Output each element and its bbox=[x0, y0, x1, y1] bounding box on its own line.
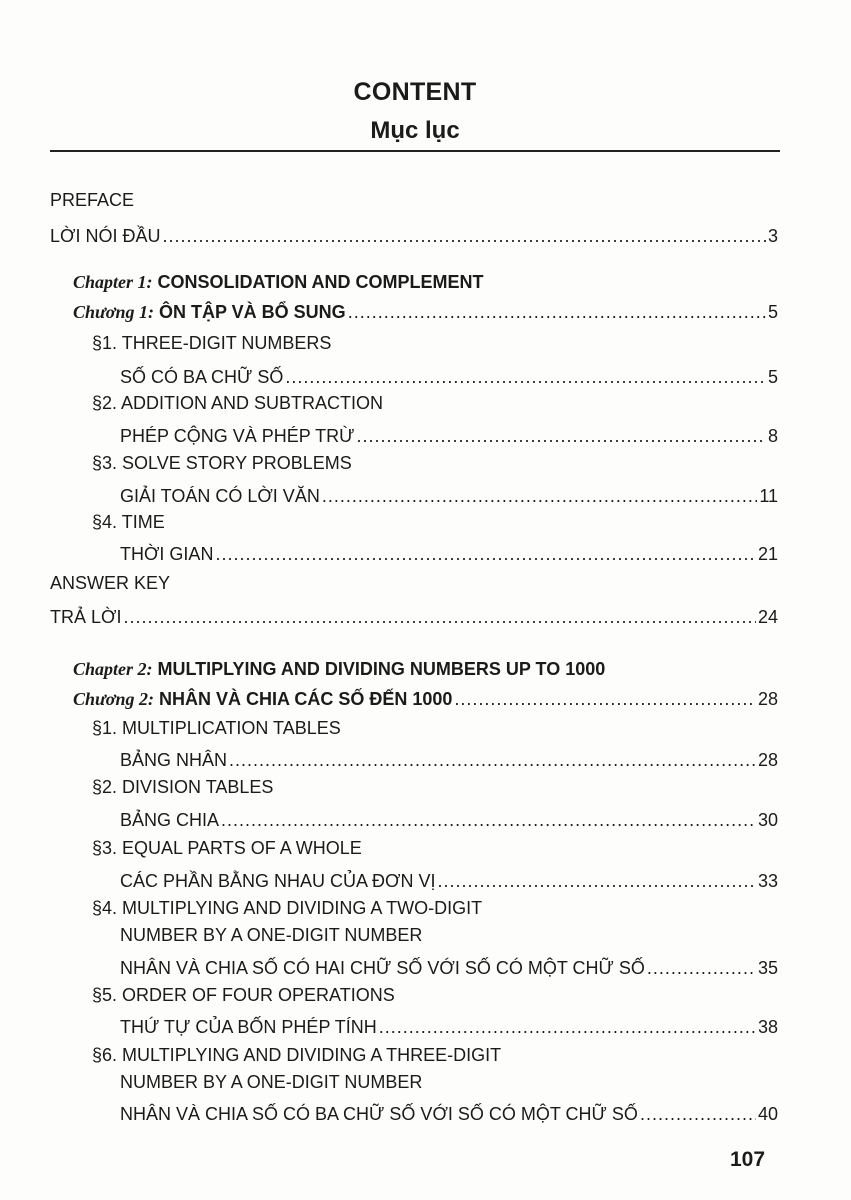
dot-leader bbox=[379, 1015, 756, 1039]
dot-leader bbox=[348, 300, 766, 324]
dot-leader bbox=[162, 224, 766, 248]
page-ref: 5 bbox=[767, 302, 778, 322]
toc-entry[interactable]: THỨ TỰ CỦA BỐN PHÉP TÍNH ..... 38 bbox=[120, 1015, 778, 1039]
toc-entry[interactable]: BẢNG CHIA ..... 30 bbox=[120, 808, 778, 832]
page-ref: 38 bbox=[757, 1017, 778, 1037]
section-heading-en: §6. MULTIPLYING AND DIVIDING A THREE-DIGIT bbox=[92, 1045, 502, 1065]
dot-leader bbox=[647, 956, 756, 980]
toc-entry[interactable]: LỜI NÓI ĐẦU ..... 3 bbox=[50, 224, 778, 248]
page-title: CONTENT bbox=[353, 78, 477, 106]
section-heading-en: §2. DIVISION TABLES bbox=[92, 777, 274, 797]
section-heading-en: §3. EQUAL PARTS OF A WHOLE bbox=[92, 838, 362, 858]
toc-entry[interactable]: GIẢI TOÁN CÓ LỜI VĂN ..... 11 bbox=[120, 484, 778, 508]
page-ref: 33 bbox=[757, 871, 778, 891]
page-ref: 30 bbox=[757, 810, 778, 830]
dot-leader bbox=[356, 424, 766, 448]
dot-leader bbox=[437, 869, 755, 893]
toc-entry[interactable]: SỐ CÓ BA CHỮ SỐ ..... 5 bbox=[120, 365, 778, 389]
chapter-2-heading-en: Chapter 2: MULTIPLYING AND DIVIDING NUMBERS UP TO 1000 bbox=[73, 659, 606, 679]
dot-leader bbox=[322, 484, 757, 508]
toc-entry[interactable]: TRẢ LỜI ..... 24 bbox=[50, 605, 778, 629]
toc-preface-en: PREFACE bbox=[50, 190, 135, 210]
page-ref: 3 bbox=[767, 226, 778, 246]
page-ref: 28 bbox=[757, 750, 778, 770]
page-ref: 40 bbox=[757, 1104, 778, 1124]
section-heading-en: §4. TIME bbox=[92, 512, 165, 532]
toc-entry[interactable]: BẢNG NHÂN ..... 28 bbox=[120, 748, 778, 772]
toc-entry[interactable]: CÁC PHẦN BẰNG NHAU CỦA ĐƠN VỊ ..... 33 bbox=[120, 869, 778, 893]
section-heading-en: §5. ORDER OF FOUR OPERATIONS bbox=[92, 985, 395, 1005]
page-ref: 5 bbox=[767, 367, 778, 387]
chapter-1-heading-en: Chapter 1: CONSOLIDATION AND COMPLEMENT bbox=[73, 272, 484, 292]
section-heading-en: §1. MULTIPLICATION TABLES bbox=[92, 718, 341, 738]
page-ref: 21 bbox=[757, 544, 778, 564]
page-number: 107 bbox=[730, 1148, 766, 1171]
dot-leader bbox=[640, 1102, 756, 1126]
page-ref: 11 bbox=[759, 486, 778, 506]
page-subtitle: Mục lục bbox=[370, 117, 460, 144]
section-heading-en-cont: NUMBER BY A ONE-DIGIT NUMBER bbox=[120, 1072, 423, 1092]
toc-entry[interactable]: NHÂN VÀ CHIA SỐ CÓ BA CHỮ SỐ VỚI SỐ CÓ MỘT CHỮ SỐ ..... 40 bbox=[120, 1102, 778, 1126]
page-ref: 24 bbox=[757, 607, 778, 627]
section-heading-en: §1. THREE-DIGIT NUMBERS bbox=[92, 333, 332, 353]
page-ref: 28 bbox=[757, 689, 778, 709]
section-heading-en: §4. MULTIPLYING AND DIVIDING A TWO-DIGIT bbox=[92, 898, 483, 918]
section-heading-en: §2. ADDITION AND SUBTRACTION bbox=[92, 393, 384, 413]
section-heading-en-cont: NUMBER BY A ONE-DIGIT NUMBER bbox=[120, 925, 423, 945]
toc-answer-key-en: ANSWER KEY bbox=[50, 573, 171, 593]
dot-leader bbox=[229, 748, 756, 772]
dot-leader bbox=[123, 605, 756, 629]
toc-entry[interactable]: Chương 2: NHÂN VÀ CHIA CÁC SỐ ĐẾN 1000 ..... 28 bbox=[73, 687, 778, 711]
page-ref: 8 bbox=[767, 426, 778, 446]
dot-leader bbox=[215, 542, 756, 566]
toc-entry[interactable]: THỜI GIAN ..... 21 bbox=[120, 542, 778, 566]
dot-leader bbox=[454, 687, 756, 711]
dot-leader bbox=[221, 808, 756, 832]
dot-leader bbox=[285, 365, 766, 389]
section-heading-en: §3. SOLVE STORY PROBLEMS bbox=[92, 453, 352, 473]
page-ref: 35 bbox=[757, 958, 778, 978]
toc-entry[interactable]: PHÉP CỘNG VÀ PHÉP TRỪ ..... 8 bbox=[120, 424, 778, 448]
toc-entry[interactable]: Chương 1: ÔN TẬP VÀ BỔ SUNG ..... 5 bbox=[73, 300, 778, 324]
toc-entry[interactable]: NHÂN VÀ CHIA SỐ CÓ HAI CHỮ SỐ VỚI SỐ CÓ MỘT CHỮ SỐ ..... 35 bbox=[120, 956, 778, 980]
